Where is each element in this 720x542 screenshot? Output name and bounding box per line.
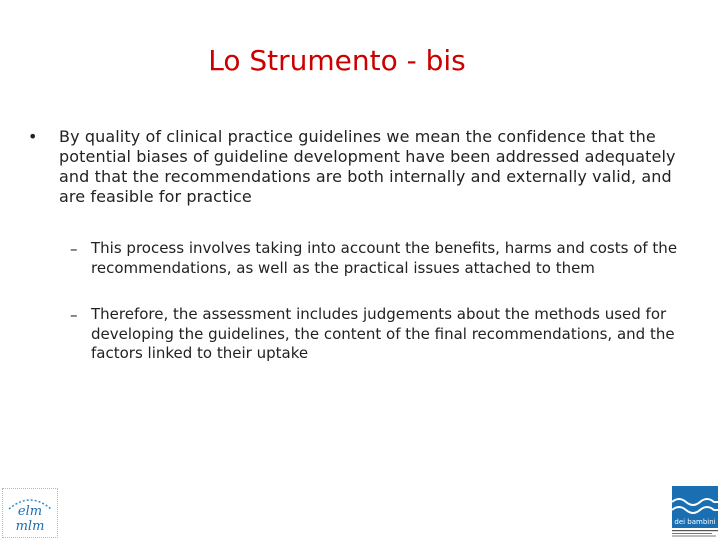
sub-bullet-text: Therefore, the assessment includes judgements about the methods used for developing the guidelines, the content of the final recommendations, and the factors linked to their uptake <box>91 305 675 362</box>
logo-text-bottom: mlm <box>15 519 45 534</box>
bullet-text: By quality of clinical practice guidelines we mean the confidence that the potential biases of guideline development have been addressed adequately and that the recommendations are both internally and externally valid, and are feasible for practice <box>59 127 676 206</box>
organization-logo-icon <box>2 488 58 538</box>
hospital-logo-text: dei bambini <box>674 518 716 526</box>
bullet-marker: • <box>28 127 38 146</box>
sub-bullet-text: This process involves taking into account the benefits, harms and costs of the recommendations, as well as the practical issues attached to them <box>91 239 678 277</box>
hospital-logo-icon <box>669 484 719 538</box>
hospital-logo-graphic <box>669 484 719 538</box>
sub-bullet-marker: – <box>70 240 78 258</box>
sub-bullet-marker: – <box>70 306 78 324</box>
organization-logo-graphic <box>3 489 57 537</box>
logo-text-top: elm <box>17 504 43 519</box>
slide-title: Lo Strumento - bis <box>208 44 466 77</box>
